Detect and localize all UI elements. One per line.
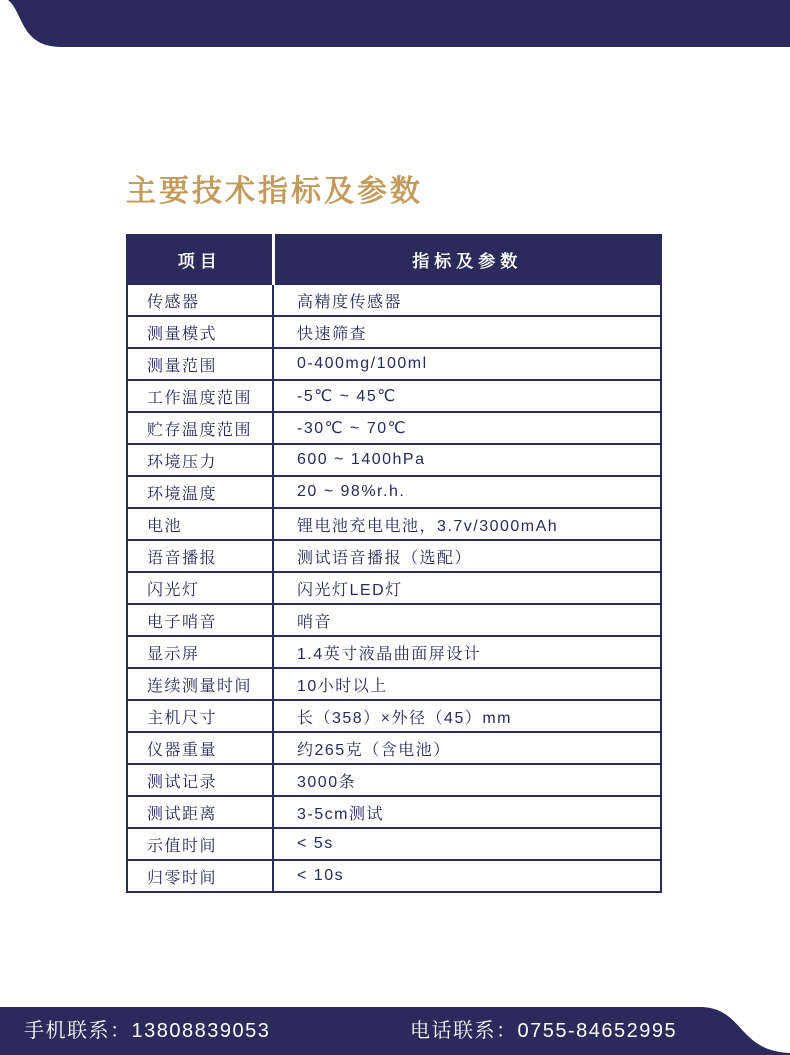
spec-item-cell: 传感器	[127, 284, 273, 316]
spec-item-cell: 环境压力	[127, 444, 273, 476]
table-header-row	[127, 235, 661, 284]
table-row	[127, 316, 661, 348]
spec-value-cell: 10小时以上	[273, 668, 661, 700]
table-row	[127, 476, 661, 508]
spec-item-cell: 归零时间	[127, 860, 273, 892]
table-row	[127, 828, 661, 860]
spec-value-cell: 3-5cm测试	[273, 796, 661, 828]
spec-value-cell: 600 ~ 1400hPa	[273, 444, 661, 476]
spec-value-cell: -30℃ ~ 70℃	[273, 412, 661, 444]
spec-value-cell: 3000条	[273, 764, 661, 796]
spec-item-cell: 电池	[127, 508, 273, 540]
table-row	[127, 764, 661, 796]
spec-item-cell: 示值时间	[127, 828, 273, 860]
table-row	[127, 540, 661, 572]
footer-mobile-contact: 手机联系：13808839053	[24, 1020, 271, 1042]
table-row	[127, 508, 661, 540]
spec-item-cell: 主机尺寸	[127, 700, 273, 732]
spec-item-cell: 测试距离	[127, 796, 273, 828]
table-row	[127, 636, 661, 668]
spec-value-cell: 约265克（含电池）	[273, 732, 661, 764]
spec-value-cell: 闪光灯LED灯	[273, 572, 661, 604]
table-row	[127, 380, 661, 412]
spec-item-cell: 贮存温度范围	[127, 412, 273, 444]
spec-value-cell: 快速筛查	[273, 316, 661, 348]
table-row	[127, 796, 661, 828]
table-row	[127, 700, 661, 732]
spec-item-cell: 环境温度	[127, 476, 273, 508]
spec-item-cell: 语音播报	[127, 540, 273, 572]
spec-item-cell: 闪光灯	[127, 572, 273, 604]
spec-value-cell: -5℃ ~ 45℃	[273, 380, 661, 412]
table-row	[127, 284, 661, 316]
table-row	[127, 444, 661, 476]
spec-item-cell: 显示屏	[127, 636, 273, 668]
column-header-item: 项目	[127, 235, 273, 284]
spec-value-cell: 长（358）×外径（45）mm	[273, 700, 661, 732]
spec-value-cell: < 10s	[273, 860, 661, 892]
column-header-value: 指标及参数	[273, 235, 661, 284]
spec-value-cell: 锂电池充电电池，3.7v/3000mAh	[273, 508, 661, 540]
spec-value-cell: 1.4英寸液晶曲面屏设计	[273, 636, 661, 668]
table-row	[127, 732, 661, 764]
spec-value-cell: 0-400mg/100ml	[273, 348, 661, 380]
spec-item-cell: 电子哨音	[127, 604, 273, 636]
header-band	[0, 0, 790, 47]
spec-table	[126, 234, 662, 893]
spec-value-cell: 测试语音播报（选配）	[273, 540, 661, 572]
table-row	[127, 860, 661, 892]
spec-item-cell: 仪器重量	[127, 732, 273, 764]
table-row	[127, 572, 661, 604]
spec-item-cell: 工作温度范围	[127, 380, 273, 412]
spec-item-cell: 测量模式	[127, 316, 273, 348]
page-title: 主要技术指标及参数	[126, 175, 423, 208]
table-row	[127, 604, 661, 636]
spec-item-cell: 测量范围	[127, 348, 273, 380]
table-row	[127, 412, 661, 444]
spec-value-cell: 哨音	[273, 604, 661, 636]
table-row	[127, 348, 661, 380]
table-row	[127, 668, 661, 700]
spec-value-cell: < 5s	[273, 828, 661, 860]
footer-phone-contact: 电话联系：0755-84652995	[410, 1020, 678, 1042]
spec-value-cell: 20 ~ 98%r.h.	[273, 476, 661, 508]
spec-item-cell: 连续测量时间	[127, 668, 273, 700]
spec-item-cell: 测试记录	[127, 764, 273, 796]
spec-value-cell: 高精度传感器	[273, 284, 661, 316]
